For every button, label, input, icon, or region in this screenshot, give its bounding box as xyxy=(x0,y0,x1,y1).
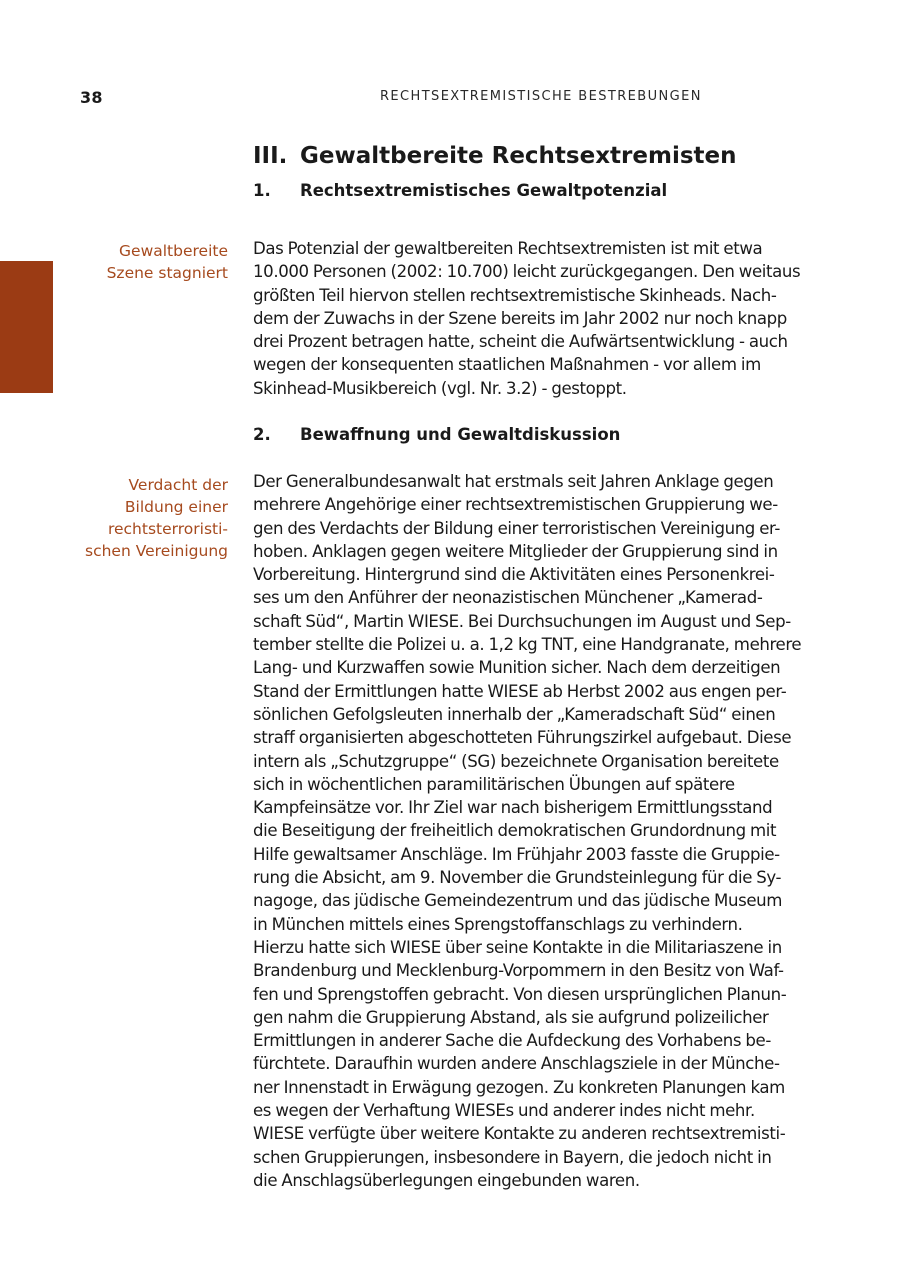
chapter-title xyxy=(253,143,737,169)
text-line: fen und Sprengstoffen gebracht. Von diesen ursprünglichen Planun- xyxy=(253,984,787,1004)
text-line: wegen der konsequenten staatlichen Maßnahmen - vor allem im xyxy=(253,355,761,375)
text-line: ses um den Anführer der neonazistischen Münchener „Kamerad- xyxy=(253,588,763,608)
section-number: 2. xyxy=(253,425,271,444)
margin-note-line: Verdacht der xyxy=(128,476,228,494)
section-heading-2 xyxy=(253,425,620,444)
text-line: WIESE verfügte über weitere Kontakte zu anderen rechtsextremisti- xyxy=(253,1124,786,1144)
text-line: Vorbereitung. Hintergrund sind die Aktivitäten eines Personenkrei- xyxy=(253,565,775,585)
text-line: ner Innenstadt in Erwägung gezogen. Zu konkreten Planungen kam xyxy=(253,1077,785,1097)
text-line: gen des Verdachts der Bildung einer terroristischen Vereinigung er- xyxy=(253,518,780,538)
section-title: Bewaffnung und Gewaltdiskussion xyxy=(300,425,621,444)
text-line: intern als „Schutzgruppe“ (SG) bezeichnete Organisation bereitete xyxy=(253,751,779,771)
chapter-number: III. xyxy=(253,143,288,169)
section-1-body xyxy=(253,237,823,400)
margin-note-line: Szene stagniert xyxy=(106,264,228,282)
text-line: Hierzu hatte sich WIESE über seine Kontakte in die Militariaszene in xyxy=(253,937,782,957)
text-line: dem der Zuwachs in der Szene bereits im Jahr 2002 nur noch knapp xyxy=(253,308,787,328)
page-number: 38 xyxy=(80,88,103,107)
text-line: gen nahm die Gruppierung Abstand, als sie aufgrund polizeilicher xyxy=(253,1007,769,1027)
text-line: in München mittels eines Sprengstoffanschlags zu verhindern. xyxy=(253,914,743,934)
text-line: Das Potenzial der gewaltbereiten Rechtsextremisten ist mit etwa xyxy=(253,239,763,258)
text-line: 10.000 Personen (2002: 10.700) leicht zurückgegangen. Den weitaus xyxy=(253,262,801,282)
text-line: die Anschlagsüberlegungen eingebunden waren. xyxy=(253,1170,640,1190)
margin-note-line: schen Vereinigung xyxy=(85,542,228,560)
margin-note-line: Gewaltbereite xyxy=(119,242,228,260)
text-line: tember stellte die Polizei u. a. 1,2 kg TNT, eine Handgranate, mehrere xyxy=(253,635,802,655)
chapter-title-text: Gewaltbereite Rechtsextremisten xyxy=(300,143,737,169)
running-header: RECHTSEXTREMISTISCHE BESTREBUNGEN xyxy=(380,89,702,104)
section-number: 1. xyxy=(253,181,271,200)
text-line: sich in wöchentlichen paramilitärischen Übungen auf spätere xyxy=(253,774,735,794)
text-line: größten Teil hiervon stellen rechtsextremistische Skinheads. Nach- xyxy=(253,285,777,305)
text-line: straff organisierten abgeschotteten Führungszirkel aufgebaut. Diese xyxy=(253,728,792,748)
text-line: mehrere Angehörige einer rechtsextremistischen Gruppierung we- xyxy=(253,495,778,515)
text-line: Skinhead-Musikbereich (vgl. Nr. 3.2) - gestoppt. xyxy=(253,378,627,398)
text-line: Lang- und Kurzwaffen sowie Munition sicher. Nach dem derzeitigen xyxy=(253,658,781,678)
margin-note-2 xyxy=(60,474,228,562)
text-line: nagoge, das jüdische Gemeindezentrum und das jüdische Museum xyxy=(253,891,783,911)
text-line: drei Prozent betragen hatte, scheint die Aufwärtsentwicklung - auch xyxy=(253,332,788,352)
text-line: Stand der Ermittlungen hatte WIESE ab Herbst 2002 aus engen per- xyxy=(253,681,787,701)
section-heading-1 xyxy=(253,181,667,200)
margin-note-line: Bildung einer xyxy=(124,498,228,516)
text-line: rung die Absicht, am 9. November die Grundsteinlegung für die Sy- xyxy=(253,868,782,888)
section-2-body xyxy=(253,470,823,1192)
text-line: sönlichen Gefolgsleuten innerhalb der „Kameradschaft Süd“ einen xyxy=(253,704,776,724)
text-line: hoben. Anklagen gegen weitere Mitglieder der Gruppierung sind in xyxy=(253,541,778,561)
section-title: Rechtsextremistisches Gewaltpotenzial xyxy=(300,181,668,200)
margin-note-1 xyxy=(60,240,228,284)
text-line: Kampfeinsätze vor. Ihr Ziel war nach bisherigem Ermittlungsstand xyxy=(253,798,773,818)
text-line: fürchtete. Daraufhin wurden andere Anschlagsziele in der Münche- xyxy=(253,1054,780,1074)
text-line: Brandenburg und Mecklenburg-Vorpommern in den Besitz von Waf- xyxy=(253,961,784,981)
margin-note-line: rechtsterroristi- xyxy=(107,520,228,538)
text-line: Der Generalbundesanwalt hat erstmals seit Jahren Anklage gegen xyxy=(253,472,774,491)
text-line: Hilfe gewaltsamer Anschläge. Im Frühjahr 2003 fasste die Gruppie- xyxy=(253,844,780,864)
text-line: schen Gruppierungen, insbesondere in Bayern, die jedoch nicht in xyxy=(253,1147,772,1167)
text-line: Ermittlungen in anderer Sache die Aufdeckung des Vorhabens be- xyxy=(253,1031,771,1051)
chapter-marker-bar xyxy=(0,261,53,393)
text-line: es wegen der Verhaftung WIESEs und anderer indes nicht mehr. xyxy=(253,1101,755,1121)
text-line: die Beseitigung der freiheitlich demokratischen Grundordnung mit xyxy=(253,821,777,841)
text-line: schaft Süd“, Martin WIESE. Bei Durchsuchungen im August und Sep- xyxy=(253,611,791,631)
